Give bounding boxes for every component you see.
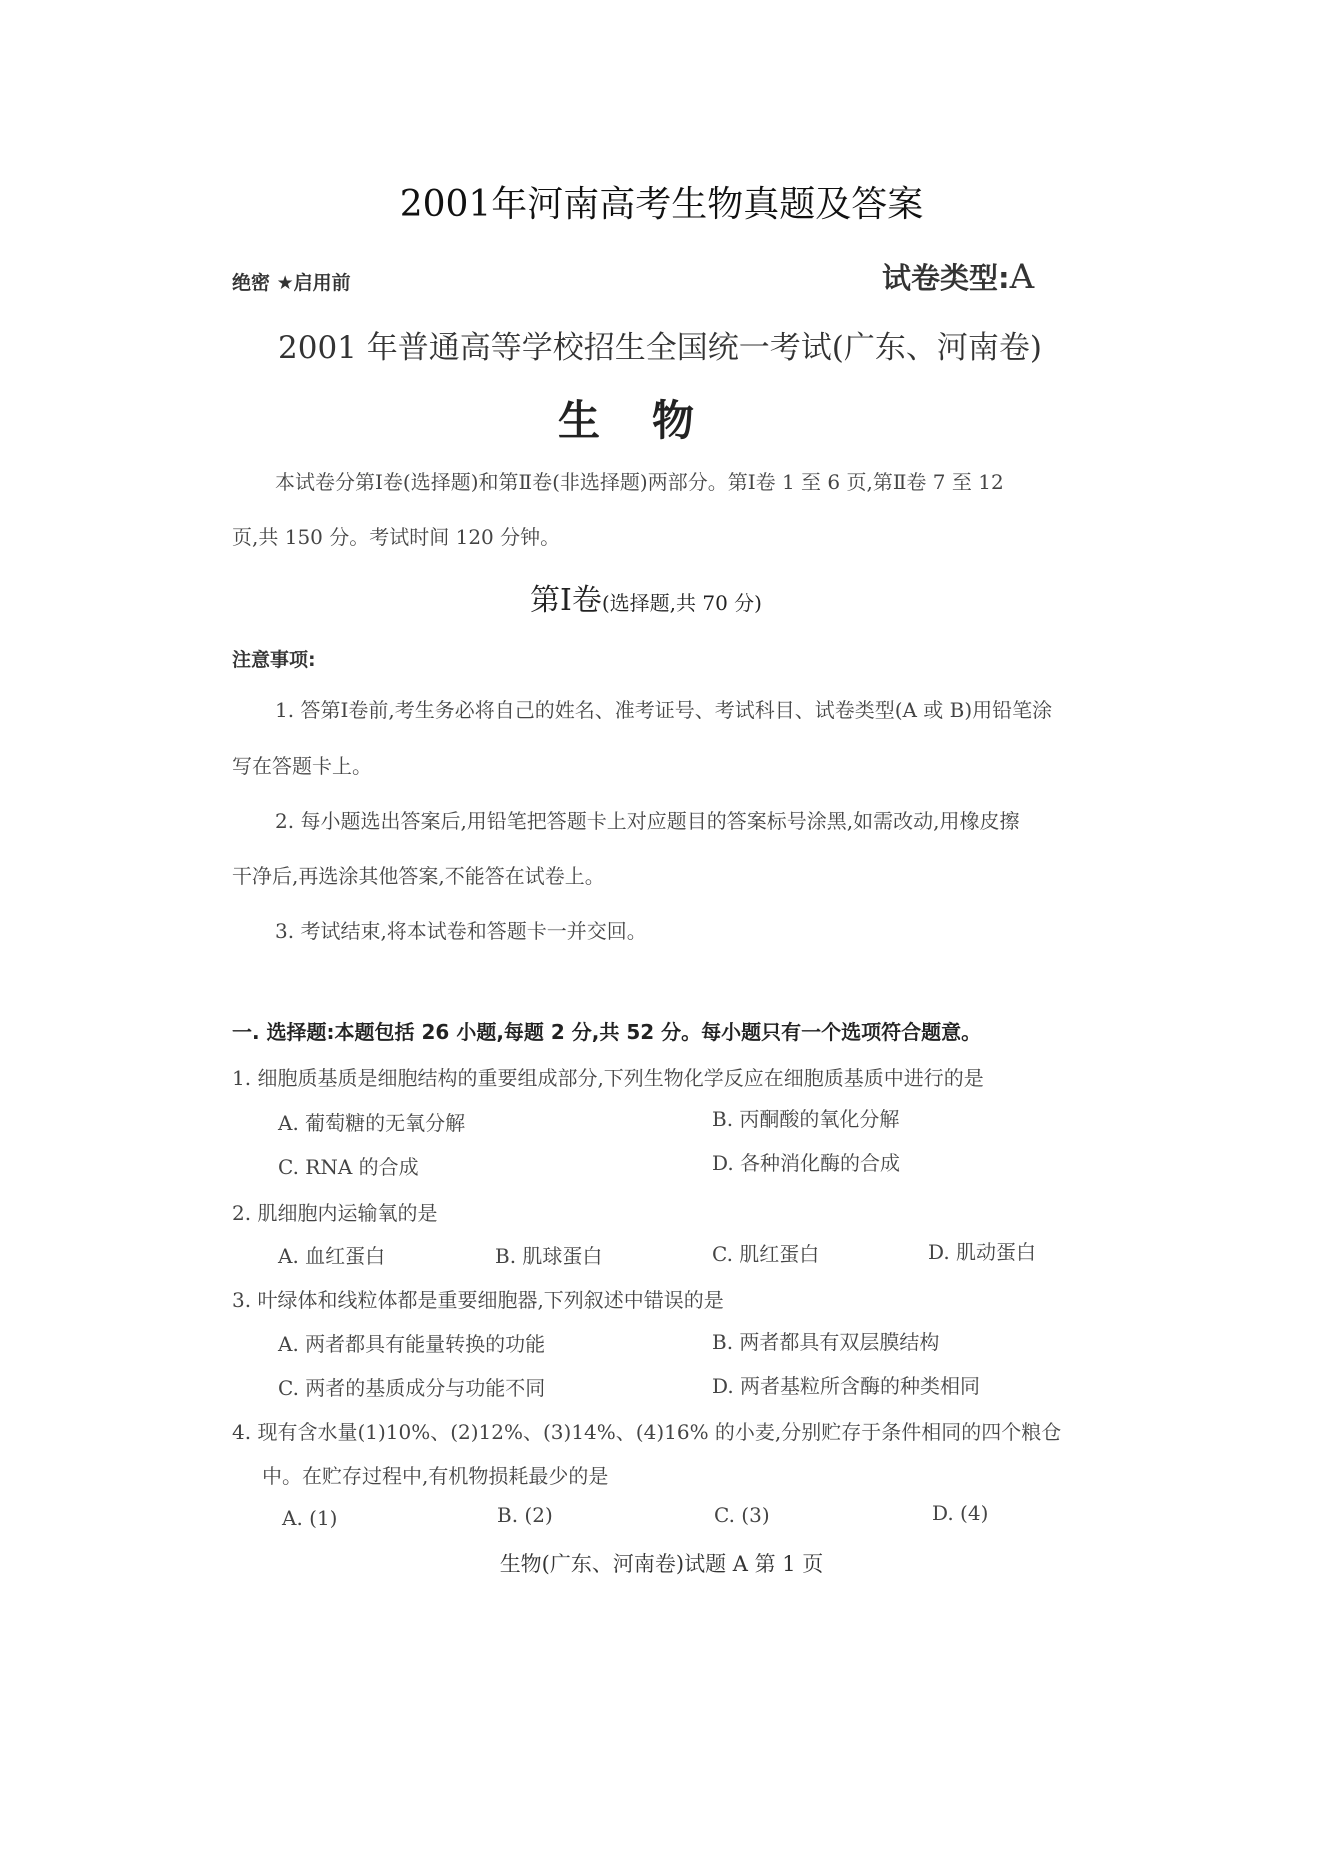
question-stem: 2. 肌细胞内运输氧的是: [232, 1201, 438, 1225]
question-option: C. RNA 的合成: [278, 1155, 419, 1179]
question-option: C. 两者的基质成分与功能不同: [278, 1376, 546, 1400]
section-subtitle: (选择题,共 70 分): [601, 591, 762, 615]
note-line: 写在答题卡上。: [232, 754, 372, 778]
question-stem: 3. 叶绿体和线粒体都是重要细胞器,下列叙述中错误的是: [232, 1288, 724, 1312]
paper-type: [882, 256, 1034, 297]
question-stem: 4. 现有含水量(1)10%、(2)12%、(3)14%、(4)16% 的小麦,分别贮存于条件相同的四个粮仓: [232, 1420, 1062, 1444]
question-option: D. 肌动蛋白: [928, 1240, 1037, 1264]
question-option: C. (3): [714, 1503, 770, 1527]
exam-title: 2001 年普通高等学校招生全国统一考试(广东、河南卷): [278, 330, 1042, 366]
paper-type-letter: A: [1009, 257, 1035, 297]
subject-title: 生物: [557, 396, 746, 445]
question-option: B. 肌球蛋白: [495, 1244, 603, 1268]
page-footer: 生物(广东、河南卷)试题 A 第 1 页: [499, 1552, 824, 1576]
question-option: D. 各种消化酶的合成: [712, 1151, 901, 1175]
note-line: 3. 考试结束,将本试卷和答题卡一并交回。: [275, 919, 647, 943]
question-option: B. 两者都具有双层膜结构: [712, 1330, 940, 1354]
question-option: A. 葡萄糖的无氧分解: [278, 1111, 466, 1135]
question-option: B. (2): [497, 1503, 553, 1527]
confidential-label: 绝密 ★启用前: [232, 272, 351, 294]
note-line: 干净后,再选涂其他答案,不能答在试卷上。: [232, 864, 605, 888]
section-title: [530, 575, 762, 619]
part-heading: 一. 选择题:本题包括 26 小题,每题 2 分,共 52 分。每小题只有一个选项符合题意。: [232, 1020, 982, 1044]
document-title: 2001年河南高考生物真题及答案: [399, 184, 924, 225]
question-option: A. 血红蛋白: [278, 1244, 386, 1268]
question-option: B. 丙酮酸的氧化分解: [712, 1107, 900, 1131]
question-option: C. 肌红蛋白: [712, 1242, 820, 1266]
question-option: D. (4): [932, 1501, 989, 1525]
intro-line: 本试卷分第Ⅰ卷(选择题)和第Ⅱ卷(非选择题)两部分。第Ⅰ卷 1 至 6 页,第Ⅱ卷 7 至 12: [275, 470, 1004, 494]
question-option: A. 两者都具有能量转换的功能: [278, 1332, 546, 1356]
note-line: 2. 每小题选出答案后,用铅笔把答题卡上对应题目的答案标号涂黑,如需改动,用橡皮擦: [275, 809, 1020, 833]
question-stem-continued: 中。在贮存过程中,有机物损耗最少的是: [262, 1464, 609, 1488]
paper-type-label: 试卷类型:: [882, 261, 1010, 295]
notes-heading: 注意事项:: [232, 649, 316, 671]
question-option: A. (1): [282, 1506, 338, 1530]
intro-line: 页,共 150 分。考试时间 120 分钟。: [232, 525, 561, 549]
section-title-main: 第Ⅰ卷: [530, 583, 602, 618]
question-stem: 1. 细胞质基质是细胞结构的重要组成部分,下列生物化学反应在细胞质基质中进行的是: [232, 1066, 984, 1090]
note-line: 1. 答第Ⅰ卷前,考生务必将自己的姓名、准考证号、考试科目、试卷类型(A 或 B)用铅笔涂: [275, 698, 1053, 722]
question-option: D. 两者基粒所含酶的种类相同: [712, 1374, 981, 1398]
